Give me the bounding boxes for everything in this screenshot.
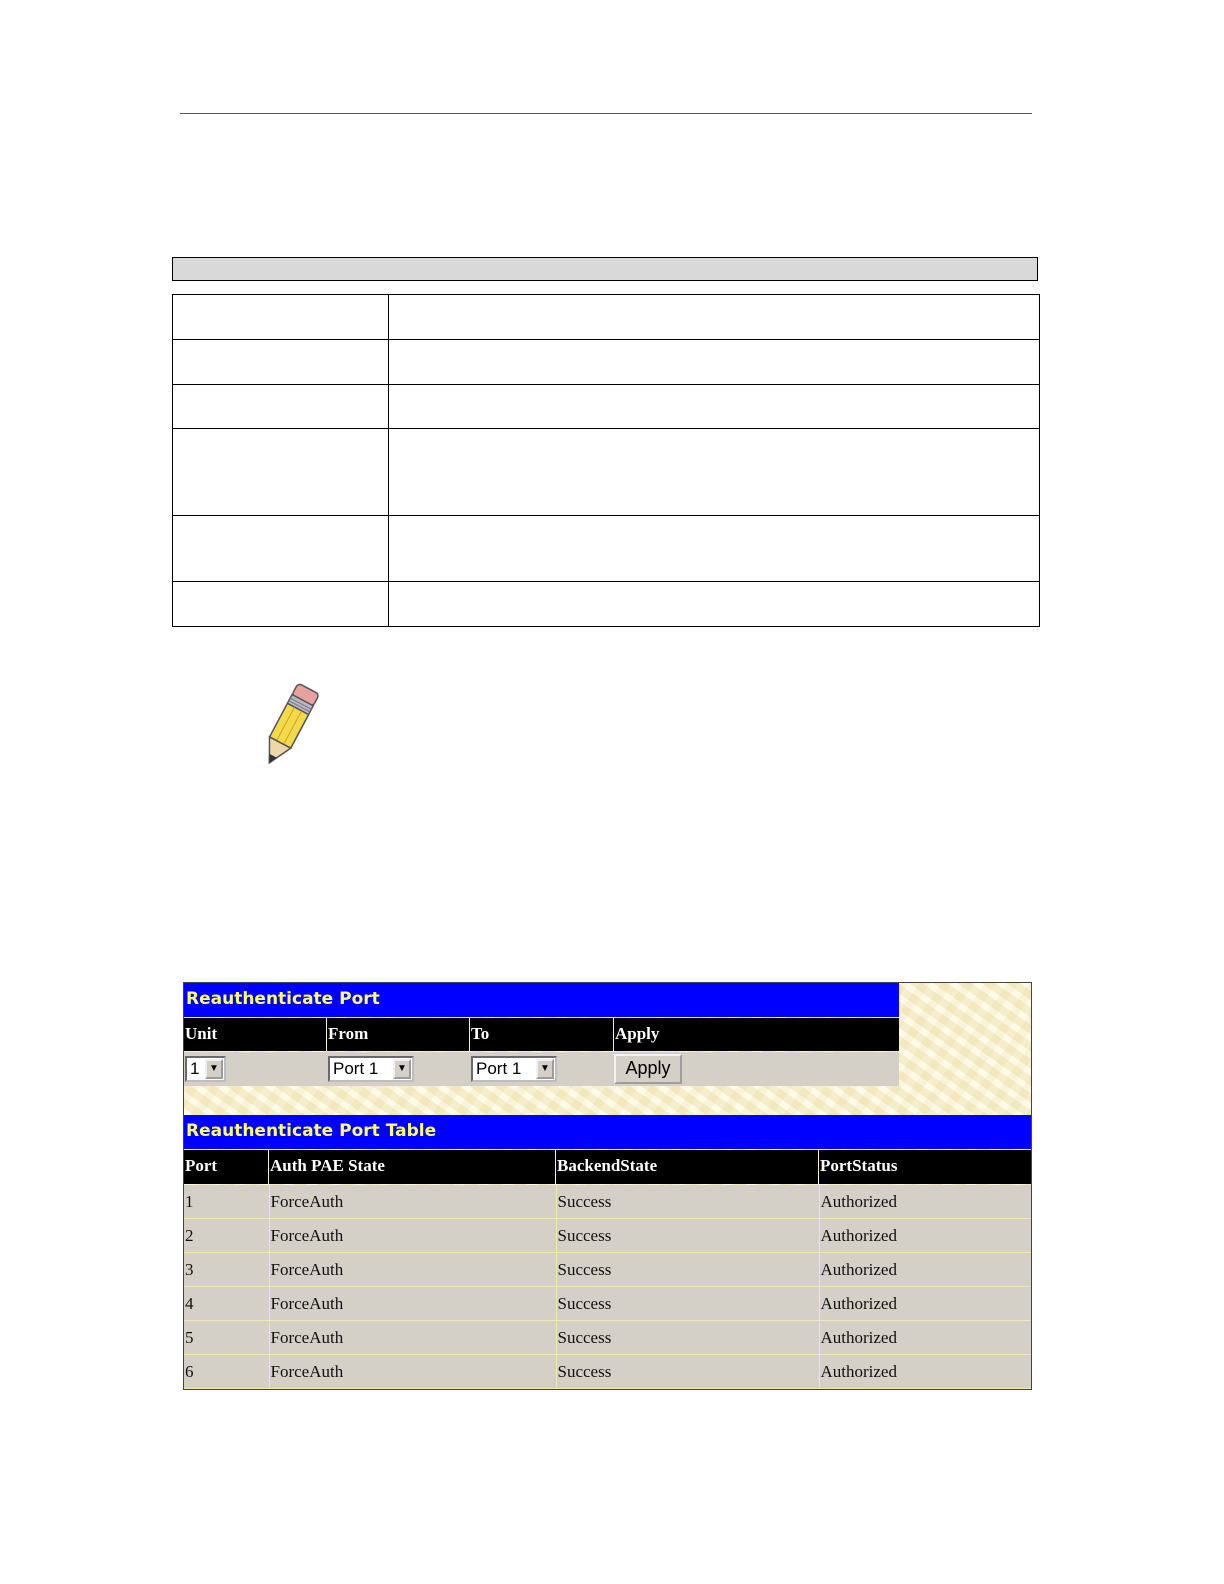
reauthenticate-port-panel (183, 982, 1032, 1390)
chevron-down-icon[interactable]: ▼ (393, 1059, 411, 1079)
auth-pae-state-column-header: Auth PAE State (269, 1150, 555, 1184)
from-port-value: Port 1 (333, 1059, 379, 1078)
backend-state-cell: Success (556, 1253, 819, 1287)
table-row (184, 1287, 1031, 1321)
backend-state-column-header: BackendState (556, 1150, 818, 1184)
apply-header: Apply (614, 1018, 899, 1051)
port-status-cell: Authorized (819, 1185, 1031, 1219)
port-cell: 3 (184, 1253, 269, 1287)
port-cell: 1 (184, 1185, 269, 1219)
backend-state-cell: Success (556, 1355, 819, 1389)
parameter-table (172, 294, 1040, 627)
backend-state-cell: Success (556, 1219, 819, 1253)
parameter-table-header (172, 257, 1038, 281)
port-cell: 2 (184, 1219, 269, 1253)
top-divider (180, 113, 1032, 114)
auth-pae-state-cell: ForceAuth (269, 1287, 556, 1321)
parameter-row (173, 340, 1040, 385)
reauthenticate-port-table-title: Reauthenticate Port Table (184, 1115, 1031, 1149)
unit-header: Unit (184, 1018, 326, 1051)
port-status-cell: Authorized (819, 1219, 1031, 1253)
port-cell: 5 (184, 1321, 269, 1355)
backend-state-cell: Success (556, 1185, 819, 1219)
table-row (184, 1219, 1031, 1253)
unit-select[interactable] (185, 1056, 226, 1082)
reauthenticate-port-title: Reauthenticate Port (184, 983, 899, 1017)
apply-button[interactable]: Apply (614, 1054, 682, 1084)
auth-pae-state-cell: ForceAuth (269, 1253, 556, 1287)
parameter-row (173, 295, 1040, 340)
backend-state-cell: Success (556, 1321, 819, 1355)
reauthenticate-port-table (184, 1185, 1032, 1389)
parameter-row (173, 582, 1040, 627)
port-status-cell: Authorized (819, 1253, 1031, 1287)
port-status-cell: Authorized (819, 1287, 1031, 1321)
to-port-value: Port 1 (476, 1059, 522, 1078)
pencil-note-icon (246, 680, 332, 772)
auth-pae-state-cell: ForceAuth (269, 1219, 556, 1253)
table-row (184, 1355, 1031, 1389)
auth-pae-state-cell: ForceAuth (269, 1355, 556, 1389)
from-port-select[interactable] (328, 1056, 414, 1082)
port-status-cell: Authorized (819, 1355, 1031, 1389)
port-status-column-header: PortStatus (819, 1150, 1031, 1184)
backend-state-cell: Success (556, 1287, 819, 1321)
auth-pae-state-cell: ForceAuth (269, 1321, 556, 1355)
to-port-select[interactable] (471, 1056, 557, 1082)
chevron-down-icon[interactable]: ▼ (536, 1059, 554, 1079)
port-cell: 4 (184, 1287, 269, 1321)
to-header: To (470, 1018, 613, 1051)
table-row (184, 1253, 1031, 1287)
parameter-row (173, 516, 1040, 582)
reauthenticate-controls-row (184, 1052, 899, 1086)
from-header: From (327, 1018, 469, 1051)
port-column-header: Port (184, 1150, 268, 1184)
parameter-row (173, 385, 1040, 429)
chevron-down-icon[interactable]: ▼ (205, 1059, 223, 1079)
table-row (184, 1185, 1031, 1219)
parameter-row (173, 429, 1040, 516)
port-status-cell: Authorized (819, 1321, 1031, 1355)
port-cell: 6 (184, 1355, 269, 1389)
unit-select-value: 1 (190, 1059, 200, 1078)
table-row (184, 1321, 1031, 1355)
auth-pae-state-cell: ForceAuth (269, 1185, 556, 1219)
